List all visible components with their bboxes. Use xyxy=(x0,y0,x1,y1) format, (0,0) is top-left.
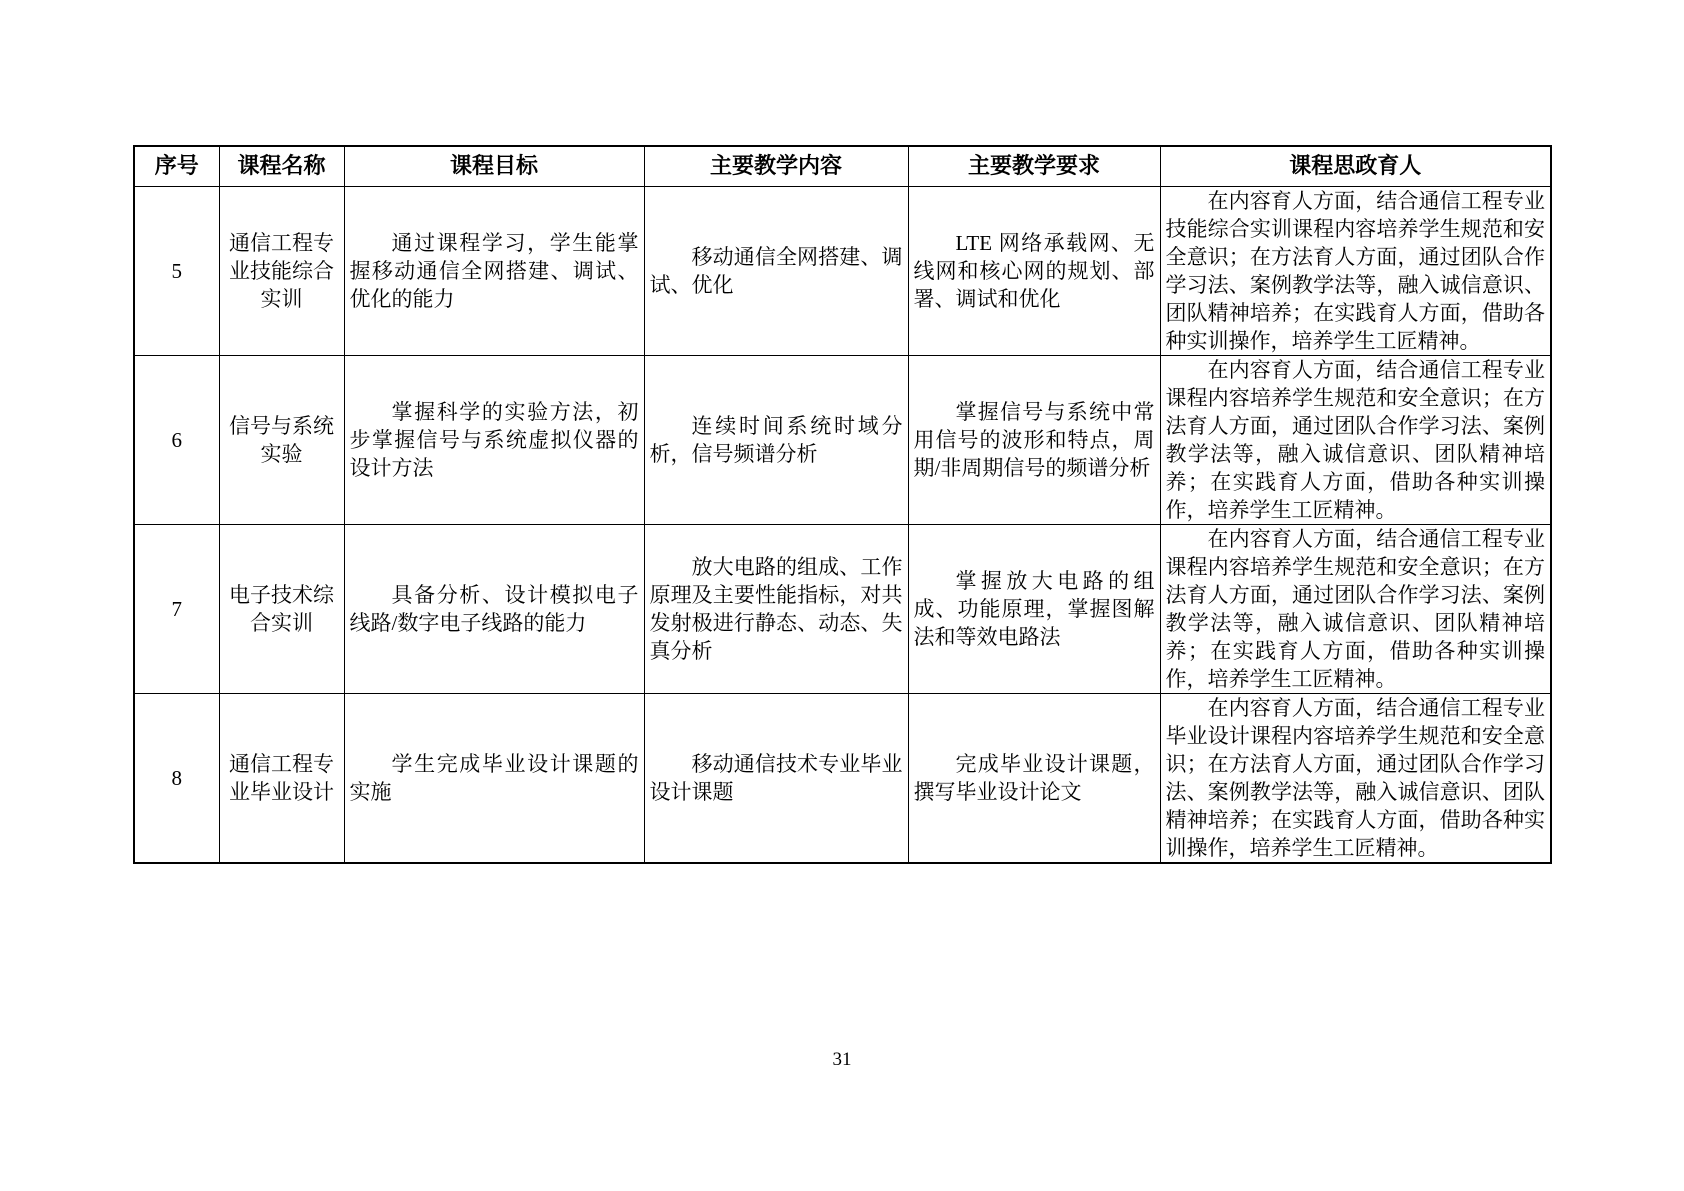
cell-requirement: 掌握放大电路的组成、功能原理，掌握图解法和等效电路法 xyxy=(908,524,1160,693)
cell-goal: 掌握科学的实验方法，初步掌握信号与系统虚拟仪器的设计方法 xyxy=(344,355,644,524)
cell-ideology: 在内容育人方面，结合通信工程专业毕业设计课程内容培养学生规范和安全意识；在方法育人方面，通过团队合作学习法、案例教学法等，融入诚信意识、团队精神培养；在实践育人方面，借助各种实训操作，培养学生工匠精神。 xyxy=(1160,693,1551,863)
cell-ideology: 在内容育人方面，结合通信工程专业技能综合实训课程内容培养学生规范和安全意识；在方法育人方面，通过团队合作学习法、案例教学法等，融入诚信意识、团队精神培养；在实践育人方面，借助各种实训操作，培养学生工匠精神。 xyxy=(1160,186,1551,355)
table-row xyxy=(134,524,1551,693)
cell-course-name: 通信工程专业毕业设计 xyxy=(219,693,344,863)
cell-goal: 通过课程学习，学生能掌握移动通信全网搭建、调试、优化的能力 xyxy=(344,186,644,355)
cell-no: 8 xyxy=(134,693,219,863)
cell-ideology: 在内容育人方面，结合通信工程专业课程内容培养学生规范和安全意识；在方法育人方面，通过团队合作学习法、案例教学法等，融入诚信意识、团队精神培养；在实践育人方面，借助各种实训操作，培养学生工匠精神。 xyxy=(1160,524,1551,693)
cell-requirement: 完成毕业设计课题，撰写毕业设计论文 xyxy=(908,693,1160,863)
col-header-content: 主要教学内容 xyxy=(644,146,908,186)
page-number: 31 xyxy=(832,1049,852,1070)
cell-content: 连续时间系统时域分析，信号频谱分析 xyxy=(644,355,908,524)
cell-course-name: 通信工程专业技能综合实训 xyxy=(219,186,344,355)
cell-no: 5 xyxy=(134,186,219,355)
cell-no: 6 xyxy=(134,355,219,524)
cell-course-name: 电子技术综合实训 xyxy=(219,524,344,693)
col-header-name: 课程名称 xyxy=(219,146,344,186)
table-header-row xyxy=(134,146,1551,186)
course-table xyxy=(133,145,1552,864)
cell-goal: 具备分析、设计模拟电子线路/数字电子线路的能力 xyxy=(344,524,644,693)
cell-content: 移动通信技术专业毕业设计课题 xyxy=(644,693,908,863)
cell-requirement: LTE 网络承载网、无线网和核心网的规划、部署、调试和优化 xyxy=(908,186,1160,355)
col-header-no: 序号 xyxy=(134,146,219,186)
cell-content: 放大电路的组成、工作原理及主要性能指标，对共发射极进行静态、动态、失真分析 xyxy=(644,524,908,693)
cell-requirement: 掌握信号与系统中常用信号的波形和特点，周期/非周期信号的频谱分析 xyxy=(908,355,1160,524)
cell-ideology: 在内容育人方面，结合通信工程专业课程内容培养学生规范和安全意识；在方法育人方面，通过团队合作学习法、案例教学法等，融入诚信意识、团队精神培养；在实践育人方面，借助各种实训操作，培养学生工匠精神。 xyxy=(1160,355,1551,524)
cell-content: 移动通信全网搭建、调试、优化 xyxy=(644,186,908,355)
table-row xyxy=(134,693,1551,863)
cell-course-name: 信号与系统实验 xyxy=(219,355,344,524)
cell-goal: 学生完成毕业设计课题的实施 xyxy=(344,693,644,863)
table-row xyxy=(134,355,1551,524)
table-row xyxy=(134,186,1551,355)
col-header-ideology: 课程思政育人 xyxy=(1160,146,1551,186)
col-header-requirement: 主要教学要求 xyxy=(908,146,1160,186)
cell-no: 7 xyxy=(134,524,219,693)
col-header-goal: 课程目标 xyxy=(344,146,644,186)
